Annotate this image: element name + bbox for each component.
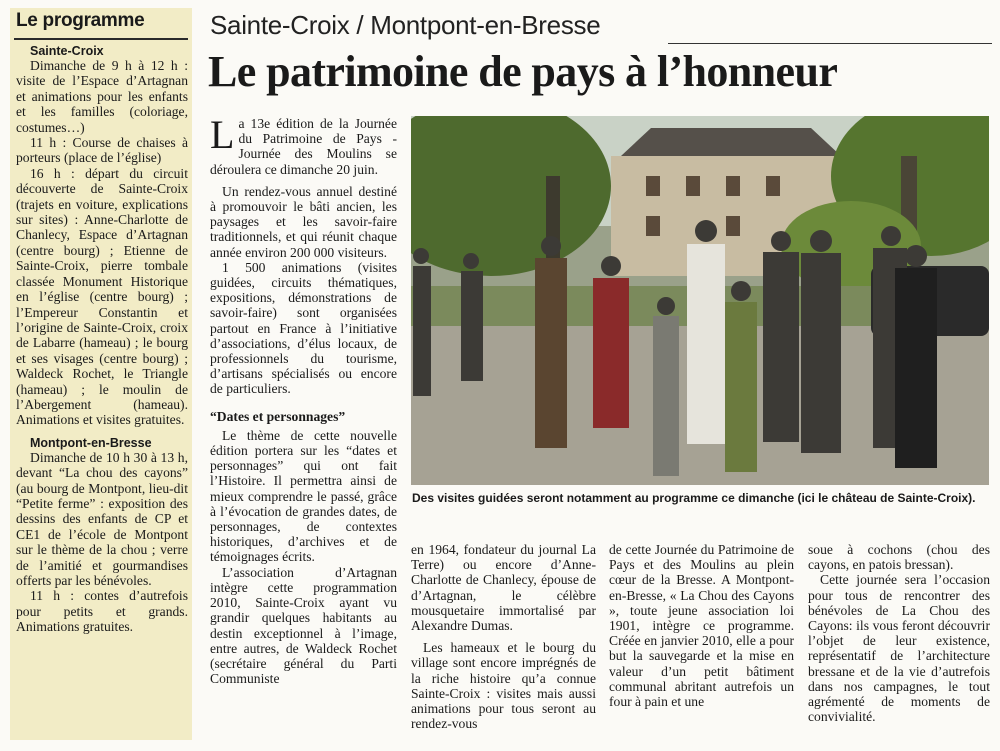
article-column-4 [808, 542, 990, 742]
photo-illustration [411, 116, 989, 485]
sidebar-rule [14, 38, 188, 40]
lead-text: a 13e édition de la Journée du Patrimoine de Pays - Journée des Moulins se déroulera ce dimanche 20 juin. [210, 116, 397, 177]
chateau-photo [411, 116, 989, 485]
article-paragraph: soue à cochons (chou des cayons, en patois bressan). [808, 542, 990, 573]
programme-sidebar [10, 8, 192, 740]
article-paragraph: Un rendez-vous annuel destiné à promouvoir le bâti ancien, les paysages et les savoir-faire traditionnels, et qui réunit chaque année environ 200 000 visiteurs. [210, 183, 397, 260]
article-column-3 [609, 542, 794, 742]
article-paragraph: L’association d’Artagnan intègre cette programmation 2010, Sainte-Croix ayant vu grandir quelques habitants au destin exceptionnel à l’image, entre autres, de Waldeck Rochet (secrétaire général du Parti Communiste [210, 564, 397, 687]
drop-cap: L [210, 116, 235, 157]
lead-paragraph [210, 116, 397, 177]
sidebar-section-montpont: Montpont-en-Bresse [30, 435, 152, 450]
article-paragraph: Les hameaux et le bourg du village sont encore imprégnés de la riche histoire qu’a connue Sainte-Croix : visites mais aussi animations pour tous seront au rendez-vous [411, 640, 596, 732]
sidebar-paragraph: Dimanche de 9 h à 12 h : visite de l’Espace d’Artagnan et animations pour les enfants et les familles (coloriage, costumes…) [16, 58, 188, 135]
article-kicker: Sainte-Croix / Montpont-en-Bresse [210, 10, 601, 40]
sidebar-paragraph: 11 h : contes d’autrefois pour petits et grands. Animations gratuites. [16, 588, 188, 635]
article-headline: Le patrimoine de pays à l’honneur [208, 47, 838, 96]
sidebar-title: Le programme [16, 10, 145, 31]
article-paragraph: de cette Journée du Patrimoine de Pays et des Moulins au plein cœur de la Bresse. A Montpont-en-Bresse, « La Chou des Cayons », toute jeune association loi 1901, intègre ce programme. Créée en janvier 2010, elle a pour but la sauvegarde et la mise en valeur d’un petit bâtiment communal abritant autrefois un four à pain et une [609, 542, 794, 710]
kicker-rule [668, 43, 992, 44]
article-column-2 [411, 542, 596, 742]
sidebar-section-sainte-croix: Sainte-Croix [30, 44, 104, 58]
article-subheading: “Dates et personnages” [210, 408, 346, 424]
article-column-1 [210, 116, 397, 744]
sidebar-paragraph: Dimanche de 10 h 30 à 13 h, devant “La chou des cayons” (au bourg de Montpont, lieu-dit “Petite ferme” : exposition des dessins des enfants de CP et CE1 de l’école de Montpont sur le thème de la chou ; verre de l’amitié et gourmandises offerts par les bénévoles. [16, 449, 188, 588]
article-paragraph: 1 500 animations (visites guidées, circuits thématiques, expositions, démonstrations de savoir-faire) sont organisées partout en France à l’initiative d’associations, d’élus locaux, de professionnels du tourisme, d’artisans spécialisés ou encore de particuliers. [210, 259, 397, 397]
photo-caption: Des visites guidées seront notamment au programme ce dimanche (ici le château de Sainte-Croix). [412, 491, 976, 505]
sidebar-paragraph: 16 h : départ du circuit découverte de Sainte-Croix (trajets en voiture, explications sur sites) : Anne-Charlotte de Chanlecy, Espace d’Artagnan (centre bourg) ; Etienne de Sainte-Croix, pierre tombale classée Monument Historique en l’église (centre bourg) ; l’Empereur Constantin et l’origine de Sainte-Croix, croix de Labarre (hameau) ; le bourg et ses visages (centre bourg) ; Waldeck Rochet, le Triangle (hameau) ; le moulin de l’Abergement (hameau). Animations et visites gratuites. [16, 165, 188, 428]
sidebar-paragraph: 11 h : Course de chaises à porteurs (place de l’église) [16, 135, 188, 166]
article-paragraph: Le thème de cette nouvelle édition portera sur les “dates et personnages” qui ont fait l’Histoire. Il permettra ainsi de mieux comprendre le passé, grâce à l’évocation de grandes dates, de personnages, de contextes historiques, d’archives et de témoignages écrits. [210, 427, 397, 565]
article-paragraph: Cette journée sera l’occasion pour tous de rencontrer des bénévoles de La Chou des Cayons: ils vous feront découvrir l’objet de leur existence, représentatif de l’architecture bressane et de la vie d’autrefois dans nos campagnes, le tout agrémenté de moments de convivialité. [808, 572, 990, 725]
article-paragraph: en 1964, fondateur du journal La Terre) ou encore d’Anne-Charlotte de Chanlecy, épouse de d’Artagnan, le célèbre mousquetaire immortalisé par Alexandre Dumas. [411, 542, 596, 634]
